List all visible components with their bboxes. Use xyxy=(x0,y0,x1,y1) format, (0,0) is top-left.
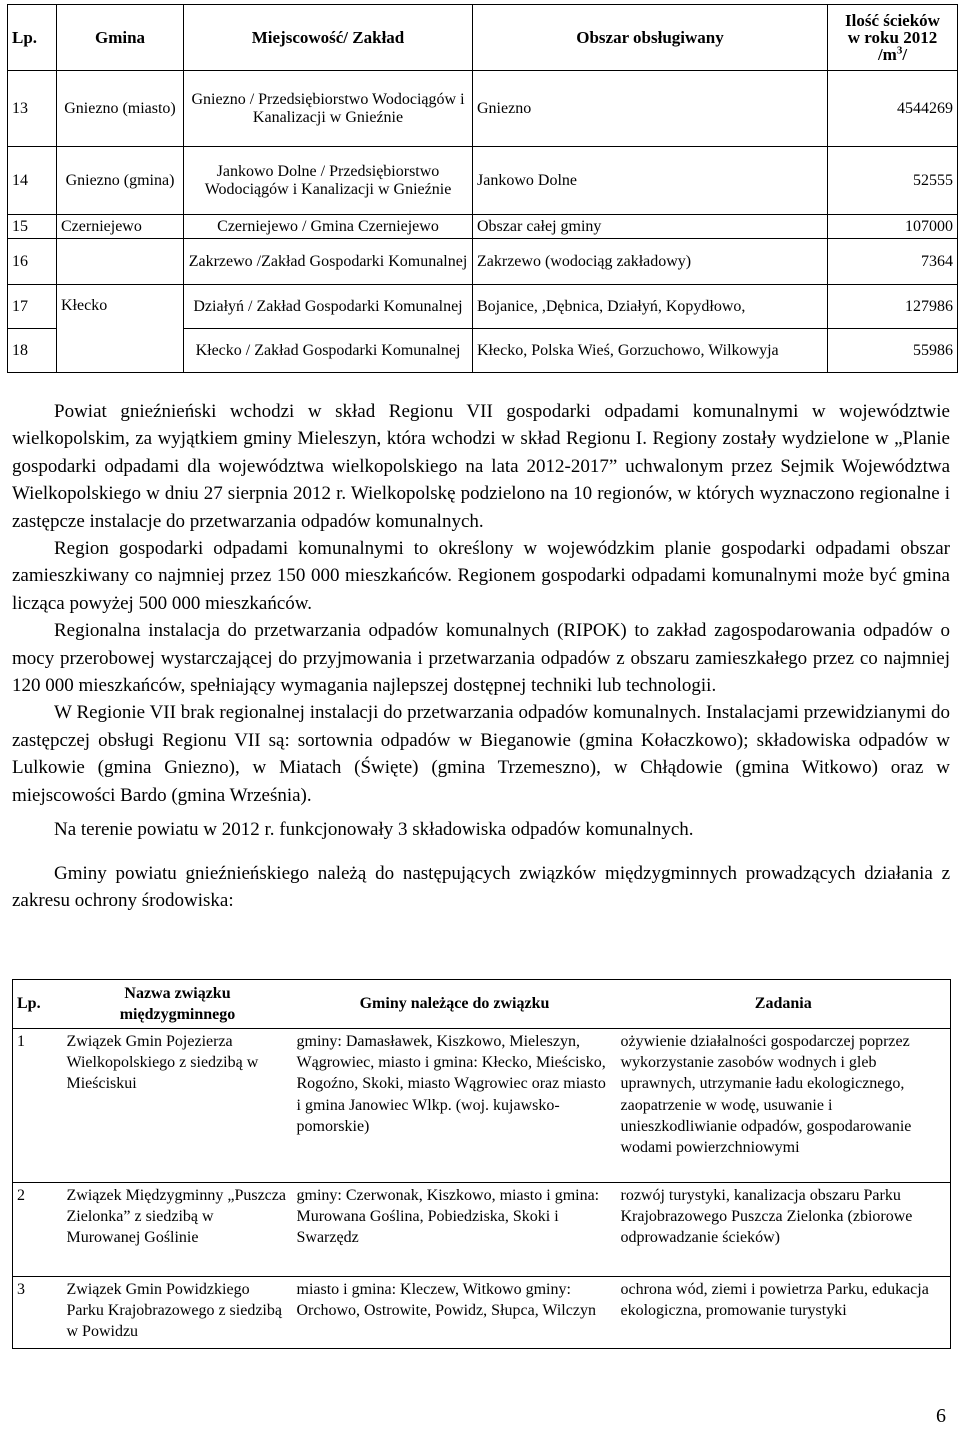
col-gmina: Gmina xyxy=(57,5,184,71)
row-gmina: Gniezno (gmina) xyxy=(57,147,184,215)
row-lp: 13 xyxy=(8,71,57,147)
row-gmina: Czerniejewo xyxy=(57,215,184,239)
row-gminy: miasto i gmina: Kleczew, Witkowo gminy: Orchowo, Ostrowite, Powidz, Słupca, Wilczyn xyxy=(293,1277,617,1349)
col-nazwa: Nazwa związku międzygminnego xyxy=(63,980,293,1029)
row-zaklad: Działyń / Zakład Gospodarki Komunalnej xyxy=(184,285,473,329)
col-gminy: Gminy należące do związku xyxy=(293,980,617,1029)
row-zaklad: Kłecko / Zakład Gospodarki Komunalnej xyxy=(184,329,473,373)
row-gminy: gminy: Damasławek, Kiszkowo, Mieleszyn, Wągrowiec, miasto i gmina: Kłecko, Mieścisko, Rogoźno, Skoki, miasto Wągrowiec oraz miasto i gmina Janowiec Wlkp. (woj. kujawsko-pomorskie) xyxy=(293,1029,617,1183)
associations-table-header xyxy=(13,980,951,1029)
col-ilosc-line3-end: / xyxy=(902,45,908,64)
row-lp: 16 xyxy=(8,239,57,285)
table-row xyxy=(13,1183,951,1277)
body-text xyxy=(12,398,950,914)
row-ilosc: 127986 xyxy=(828,285,958,329)
table-row xyxy=(8,239,958,285)
row-lp: 1 xyxy=(13,1029,63,1183)
row-obszar: Obszar całej gminy xyxy=(473,215,828,239)
col-ilosc xyxy=(828,5,958,71)
page-number: 6 xyxy=(936,1405,946,1427)
wastewater-table xyxy=(7,4,958,373)
row-obszar: Zakrzewo (wodociąg zakładowy) xyxy=(473,239,828,285)
row-obszar: Jankowo Dolne xyxy=(473,147,828,215)
row-lp: 17 xyxy=(8,285,57,329)
row-zadania: ochrona wód, ziemi i powietrza Parku, edukacja ekologiczna, promowanie turystyki xyxy=(617,1277,951,1349)
row-ilosc: 4544269 xyxy=(828,71,958,147)
row-obszar: Bojanice, ,Dębnica, Działyń, Kopydłowo, xyxy=(473,285,828,329)
table-row xyxy=(8,71,958,147)
paragraph: Powiat gnieźnieński wchodzi w skład Regionu VII gospodarki odpadami komunalnymi w województwie wielkopolskim, za wyjątkiem gminy Mieleszyn, która wchodzi w skład Regionu I. Regiony zostały wydzielone w „Planie gospodarki odpadami dla województwa wielkopolskiego na lata 2012-2017” uchwalonym przez Sejmik Województwa Wielkopolskiego w dniu 27 sierpnia 2012 r. Wielkopolskę podzielono na 10 regionów, w których wyznaczono regionalne i zastępcze instalacje do przetwarzania odpadów komunalnych. xyxy=(12,401,950,532)
table-row xyxy=(8,147,958,215)
row-zaklad: Gniezno / Przedsiębiorstwo Wodociągów i Kanalizacji w Gnieźnie xyxy=(184,71,473,147)
row-ilosc: 55986 xyxy=(828,329,958,373)
row-obszar: Gniezno xyxy=(473,71,828,147)
row-lp: 14 xyxy=(8,147,57,215)
wastewater-table-header xyxy=(8,5,958,71)
paragraph: Region gospodarki odpadami komunalnymi to określony w wojewódzkim planie gospodarki odpadami obszar zamieszkiwany co najmniej przez 150 000 mieszkańców. Regionem gospodarki odpadami komunalnymi może być gmina licząca powyżej 500 000 mieszkańców. xyxy=(12,538,950,614)
row-nazwa: Związek Gmin Powidzkiego Parku Krajobrazowego z siedzibą w Powidzu xyxy=(63,1277,293,1349)
row-lp: 18 xyxy=(8,329,57,373)
row-gminy: gminy: Czerwonak, Kiszkowo, miasto i gmina: Murowana Goślina, Pobiedziska, Skoki i Swarzędz xyxy=(293,1183,617,1277)
row-ilosc: 52555 xyxy=(828,147,958,215)
col-lp: Lp. xyxy=(8,5,57,71)
row-zadania: rozwój turystyki, kanalizacja obszaru Parku Krajobrazowego Puszcza Zielonka (zbiorowe odprowadzanie ścieków) xyxy=(617,1183,951,1277)
col-ilosc-sup: 3 xyxy=(896,44,903,57)
row-zaklad: Zakrzewo /Zakład Gospodarki Komunalnej xyxy=(184,239,473,285)
row-lp: 3 xyxy=(13,1277,63,1349)
col-obszar: Obszar obsługiwany xyxy=(473,5,828,71)
row-gmina: Kłecko xyxy=(57,285,184,373)
row-gmina: Gniezno (miasto) xyxy=(57,71,184,147)
row-ilosc: 7364 xyxy=(828,239,958,285)
row-zadania: ożywienie działalności gospodarczej poprzez wykorzystanie zasobów wodnych i gleb uprawnych, utrzymanie ładu ekologicznego, zaopatrzenie w wodę, usuwanie i unieszkodliwianie odpadów, gospodarowanie wodami powierzchniowymi xyxy=(617,1029,951,1183)
paragraph: Regionalna instalacja do przetwarzania odpadów komunalnych (RIPOK) to zakład zagospodarowania odpadów o mocy przerobowej wystarczającej do przyjmowania i przetwarzania odpadów z obszaru zamieszkałego przez co najmniej 120 000 mieszkańców, spełniający wymagania najlepszej dostępnej techniki lub technologii. xyxy=(12,620,950,697)
row-obszar: Kłecko, Polska Wieś, Gorzuchowo, Wilkowyja xyxy=(473,329,828,373)
row-zaklad: Jankowo Dolne / Przedsiębiorstwo Wodociągów i Kanalizacji w Gnieźnie xyxy=(184,147,473,215)
row-lp: 15 xyxy=(8,215,57,239)
col-zadania: Zadania xyxy=(617,980,951,1029)
row-gmina xyxy=(57,239,184,285)
paragraph: W Regionie VII brak regionalnej instalacji do przetwarzania odpadów komunalnych. Instalacjami przewidzianymi do zastępczej obsługi Regionu VII są: sortownia odpadów w Bieganowie (gmina Kołaczkowo); składowiska odpadów w Lulkowie (gmina Gniezno), w Miatach (Święte) (gmina Trzemeszno), w Chłądowie (gmina Witkowo) oraz w miejscowości Bardo (gmina Września). xyxy=(12,702,950,806)
row-ilosc: 107000 xyxy=(828,215,958,239)
col-lp: Lp. xyxy=(13,980,63,1029)
col-miejscowosc: Miejscowość/ Zakład xyxy=(184,5,473,71)
associations-table xyxy=(12,979,951,1349)
row-lp: 2 xyxy=(13,1183,63,1277)
col-ilosc-line1: Ilość ścieków xyxy=(845,11,940,30)
col-ilosc-line2: w roku 2012 xyxy=(847,28,938,47)
row-zaklad: Czerniejewo / Gmina Czerniejewo xyxy=(184,215,473,239)
paragraph: Na terenie powiatu w 2012 r. funkcjonowały 3 składowiska odpadów komunalnych. xyxy=(54,819,694,841)
table-row xyxy=(13,1029,951,1183)
row-nazwa: Związek Międzygminny „Puszcza Zielonka” z siedzibą w Murowanej Goślinie xyxy=(63,1183,293,1277)
table-row xyxy=(8,285,958,329)
col-ilosc-line3: /m xyxy=(877,45,897,64)
table-row xyxy=(13,1277,951,1349)
paragraph: Gminy powiatu gnieźnieńskiego należą do następujących związków międzygminnych prowadzących działania z zakresu ochrony środowiska: xyxy=(12,862,950,911)
table-row xyxy=(8,215,958,239)
row-nazwa: Związek Gmin Pojezierza Wielkopolskiego z siedzibą w Mieściskui xyxy=(63,1029,293,1183)
